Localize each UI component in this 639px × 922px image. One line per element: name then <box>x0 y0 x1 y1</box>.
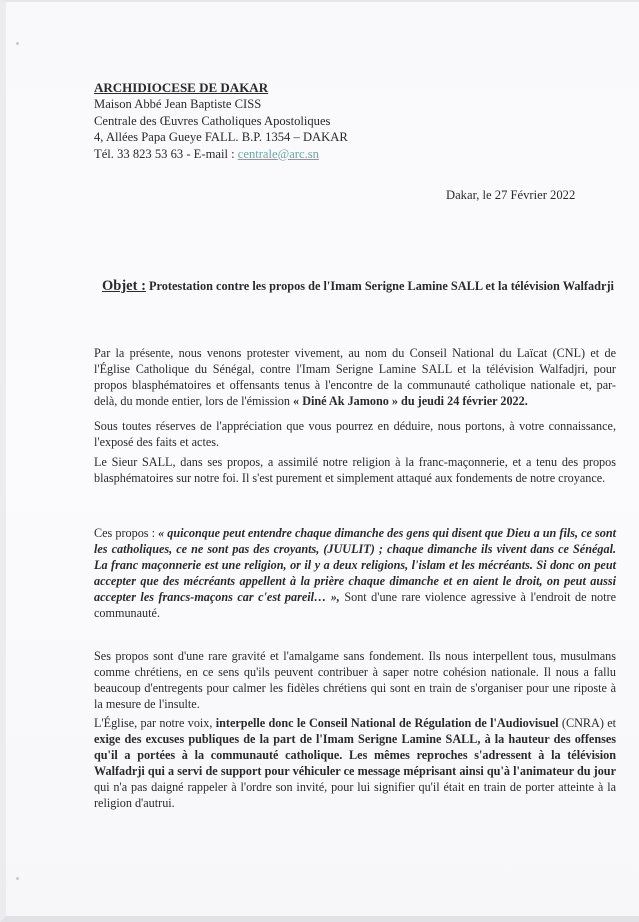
paragraph-tail: Sont d'une rare violence agressive à l'endroit de notre communauté. <box>94 590 617 620</box>
paragraph-lead: Ces propos : <box>94 526 159 540</box>
quoted-remarks: « quiconque peut entendre chaque dimanche des gens qui disent que Dieu a un fils, ce sont les catholiques, ce ne sont pas des croyants, (JUULIT) ; chaque dimanche ils vivent dans ce Sénégal. La franc maçonnerie est une religion, or il y a deux religions, l'islam et les mécréants. Si donc on peut accepter que des mécréants appellent à la prière chaque dimanche et en aient le droit, on peut aussi accepter les francs-maçons car c'est pareil… », <box>94 526 617 604</box>
paragraph-6 <box>94 715 616 811</box>
paragraph-2: Sous toutes réserves de l'appréciation que vous pourrez en déduire, nous portons, à votre connaissance, l'exposé des faits et actes. <box>94 419 616 449</box>
subject-line <box>94 278 622 294</box>
subject-text: Protestation contre les propos de l'Imam Serigne Lamine SALL et la télévision Walfadrji <box>145 279 614 293</box>
phone: Tél. 33 823 53 63 - E-mail : <box>94 146 238 161</box>
paragraph-text: L'Église, par notre voix, <box>94 716 216 730</box>
email-link[interactable]: centrale@arc.sn <box>237 146 319 161</box>
paragraph-5: Ses propos sont d'une rare gravité et l'amalgame sans fondement. Ils nous interpellent tous, musulmans comme chrétiens, en ce sens qu'ils peuvent contribuer à saper notre cohésion nationale. Il nous a fallu beaucoup d'entregents pour calmer les fidèles chrétiens qui sont en train de s'organiser pour une riposte à la mesure de l'insulte. <box>94 649 616 711</box>
address-line-2: Centrale des Œuvres Catholiques Apostoliques <box>94 113 331 128</box>
address-line-1: Maison Abbé Jean Baptiste CISS <box>94 97 262 112</box>
org-name: ARCHIDIOCESE DE DAKAR <box>94 80 269 95</box>
subject-label: Objet : <box>102 278 146 294</box>
emission-reference: « Diné Ak Jamono » du jeudi 24 février 2022. <box>293 394 528 408</box>
apology-demand: exige des excuses publiques de la part de l'Imam Serigne Lamine SALL, à la hauteur des offenses qu'il a portées à la communauté catholique. Les mêmes reproches s'adressent à la télévision Walfadrji qui a servi de support pour véhiculer ce message méprisant ainsi qu'à l'animateur du jour <box>94 732 616 778</box>
cnra-call: interpelle donc le Conseil National de Régulation de l'Audiovisuel <box>215 716 559 730</box>
paragraph-text: (CNRA) et <box>558 716 616 730</box>
paragraph-1 <box>94 345 616 409</box>
letterhead <box>94 80 348 162</box>
paragraph-text: qui n'a pas daigné rappeler à l'ordre son invité, pour lui signifier qu'il était en train de porter atteinte à la religion d'autrui. <box>94 780 616 810</box>
scan-artifact <box>16 42 19 45</box>
address-line-3: 4, Allées Papa Gueye FALL. B.P. 1354 – DAKAR <box>94 130 348 145</box>
paragraph-3: Le Sieur SALL, dans ses propos, a assimilé notre religion à la franc-maçonnerie, et a tenu des propos blasphématoires sur notre foi. Il s'est purement et simplement attaqué aux fondements de notre croyance. <box>94 455 616 485</box>
paragraph-4 <box>94 525 616 621</box>
scan-artifact <box>16 877 19 880</box>
contact-line <box>94 146 348 162</box>
letter-date: Dakar, le 27 Février 2022 <box>446 188 576 202</box>
paragraph-text: Par la présente, nous venons protester vivement, au nom du Conseil National du Laïcat (CNL) et de l'Église Catholique du Sénégal, contre l'Imam Serigne Lamine SALL et la télévision Walfadjri, pour propos blasphématoires et offensants tenus à l'encontre de la communauté catholique nationale et, par-delà, du monde entier, lors de l'émission <box>94 346 616 408</box>
